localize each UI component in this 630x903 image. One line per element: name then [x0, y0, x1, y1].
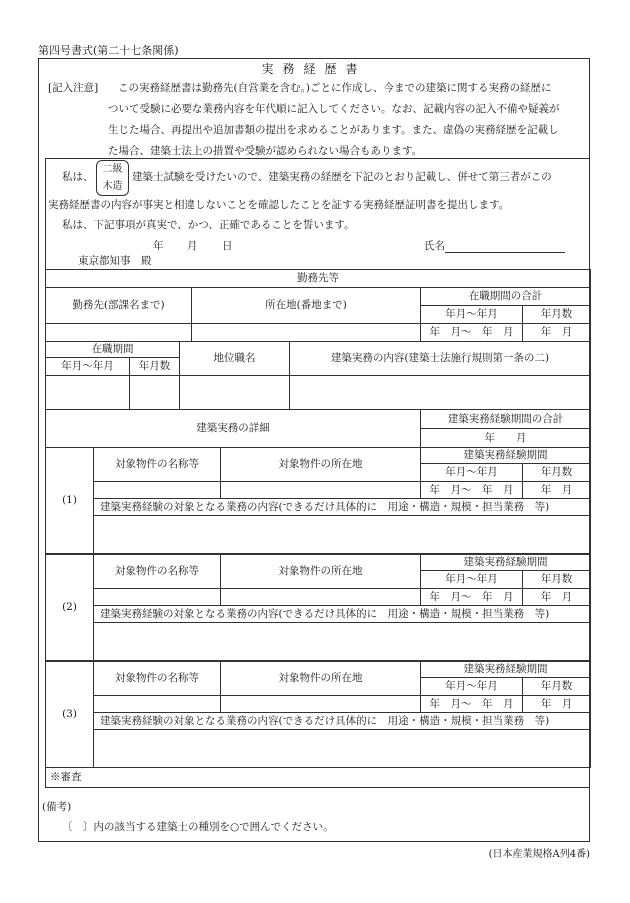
name-field[interactable]	[424, 240, 565, 253]
position-input[interactable]	[180, 376, 290, 410]
experience-period-title: 建築実務経験期間	[421, 662, 591, 678]
work-content-label: 建築実務経験の対象となる業務の内容(できるだけ具体的に 用途・構造・規模・担当業務 等)	[94, 499, 591, 516]
entry-number-2: (2)	[46, 555, 94, 661]
experience-years-header: 年月数	[523, 571, 591, 589]
declaration-line-3: 私は、下記事項が真実で、かつ、正確であることを誓います。	[62, 219, 355, 231]
detail-entry-1	[45, 447, 591, 554]
experience-period-header: 年月～年月	[421, 678, 523, 696]
declaration-line-2: 実務経歴書の内容が事実と相違しないことを確認したことを証する実務経歴証明書を提出します。	[48, 199, 510, 211]
location-input[interactable]	[192, 324, 421, 342]
experience-period-title: 建築実務経験期間	[421, 555, 591, 571]
details-section-title: 建築実務の詳細	[46, 410, 421, 448]
architect-type-option-1: 二級	[102, 164, 123, 175]
property-location-input[interactable]	[221, 696, 421, 713]
experience-years-input[interactable]: 年 月	[523, 696, 591, 713]
date-month-label: 月	[187, 240, 198, 252]
tenure-years-input[interactable]	[130, 376, 180, 410]
experience-years-header: 年月数	[523, 678, 591, 696]
name-underline	[445, 242, 565, 253]
architect-type-option-2: 木造	[102, 181, 123, 192]
review-table	[45, 767, 590, 788]
date-year-label: 年	[153, 240, 164, 252]
detail-entry-3	[45, 661, 591, 768]
tenure-years-col: 年月数	[130, 358, 180, 376]
property-name-header: 対象物件の名称等	[94, 555, 221, 589]
notes-line-3: 生じた場合、再提出や追加書類の提出を求めることがあります。また、虚偽の実務経歴を記載し	[108, 124, 559, 136]
review-label: ※審査	[46, 768, 590, 788]
tenure-period-input[interactable]	[46, 376, 130, 410]
property-name-input[interactable]	[94, 589, 221, 606]
work-content-label: 建築実務経験の対象となる業務の内容(できるだけ具体的に 用途・構造・規模・担当業務 等)	[94, 713, 591, 730]
experience-period-header: 年月～年月	[421, 571, 523, 589]
experience-period-input[interactable]: 年 月～ 年 月	[421, 696, 523, 713]
property-name-input[interactable]	[94, 482, 221, 499]
entry-number-3: (3)	[46, 662, 94, 768]
position-header: 地位職名	[180, 342, 290, 376]
notes-label: [記入注意]	[48, 82, 99, 94]
remarks-line: 〔 〕内の該当する建築士の種別を○で囲んでください。	[62, 821, 334, 833]
property-location-header: 対象物件の所在地	[221, 555, 421, 589]
document-title: 実務経歴書	[261, 62, 367, 76]
date-day-label: 日	[222, 240, 233, 252]
work-content-input[interactable]	[94, 730, 591, 768]
work-content-input[interactable]	[290, 376, 591, 410]
property-name-input[interactable]	[94, 696, 221, 713]
property-location-header: 対象物件の所在地	[221, 662, 421, 696]
experience-period-title: 建築実務経験期間	[421, 448, 591, 464]
tenure-period-header: 年月～年月	[421, 306, 523, 324]
workplace-header: 勤務先(部課名まで)	[46, 288, 192, 324]
notes-line-4: た場合、建築士法上の措置や受験が認められない場合もあります。	[108, 145, 423, 157]
property-location-input[interactable]	[221, 589, 421, 606]
name-label: 氏名	[424, 240, 445, 252]
workplace-section-title: 勤務先等	[46, 270, 591, 288]
property-location-header: 対象物件の所在地	[221, 448, 421, 482]
addressee: 東京都知事 殿	[78, 255, 152, 267]
tenure-table	[45, 341, 591, 410]
tenure-years-input[interactable]: 年 月	[523, 324, 591, 342]
entry-number-1: (1)	[46, 448, 94, 554]
work-content-header: 建築実務の内容(建築士法施行規則第一条の二)	[290, 342, 591, 376]
experience-period-header: 年月～年月	[421, 464, 523, 482]
tenure-period-title: 在職期間	[46, 342, 180, 358]
work-content-input[interactable]	[94, 623, 591, 661]
experience-years-input[interactable]: 年 月	[523, 589, 591, 606]
form-number: 第四号書式(第二十七条関係)	[38, 44, 179, 57]
work-content-label: 建築実務経験の対象となる業務の内容(できるだけ具体的に 用途・構造・規模・担当業務 等)	[94, 606, 591, 623]
architect-type-bracket	[96, 160, 129, 196]
property-location-input[interactable]	[221, 482, 421, 499]
experience-period-input[interactable]: 年 月～ 年 月	[421, 589, 523, 606]
tenure-period-col: 年月～年月	[46, 358, 130, 376]
declaration-prefix: 私は、	[62, 171, 94, 183]
notes-line-2: ついて受験に必要な業務内容を年代順に記入してください。なお、記載内容の記入不備や疑義が	[108, 103, 560, 115]
experience-years-header: 年月数	[523, 464, 591, 482]
details-total-label: 建築実務経験期間の合計	[421, 410, 591, 429]
details-header-table	[45, 409, 591, 448]
experience-years-input[interactable]: 年 月	[523, 482, 591, 499]
location-header: 所在地(番地まで)	[192, 288, 421, 324]
declaration-line-1: 建築士試験を受けたいので、建築実務の経歴を下記のとおり記載し、併せて第三者がこの	[132, 171, 552, 183]
detail-entry-2	[45, 554, 591, 661]
workplace-input[interactable]	[46, 324, 192, 342]
tenure-total-header: 在職期間の合計	[421, 288, 591, 306]
paper-size-note: (日本産業規格A列4番)	[488, 849, 590, 860]
experience-period-input[interactable]: 年 月～ 年 月	[421, 482, 523, 499]
tenure-period-input[interactable]: 年 月～ 年 月	[421, 324, 523, 342]
remarks-title: (備考)	[42, 801, 72, 813]
work-content-input[interactable]	[94, 516, 591, 554]
workplace-table	[45, 269, 591, 342]
notes-line-1: この実務経歴書は勤務先(自営業を含む。)ごとに作成し、今までの建築に関する実務の経歴に	[118, 82, 552, 94]
details-total-value[interactable]: 年 月	[421, 429, 591, 448]
tenure-years-header: 年月数	[523, 306, 591, 324]
property-name-header: 対象物件の名称等	[94, 448, 221, 482]
property-name-header: 対象物件の名称等	[94, 662, 221, 696]
